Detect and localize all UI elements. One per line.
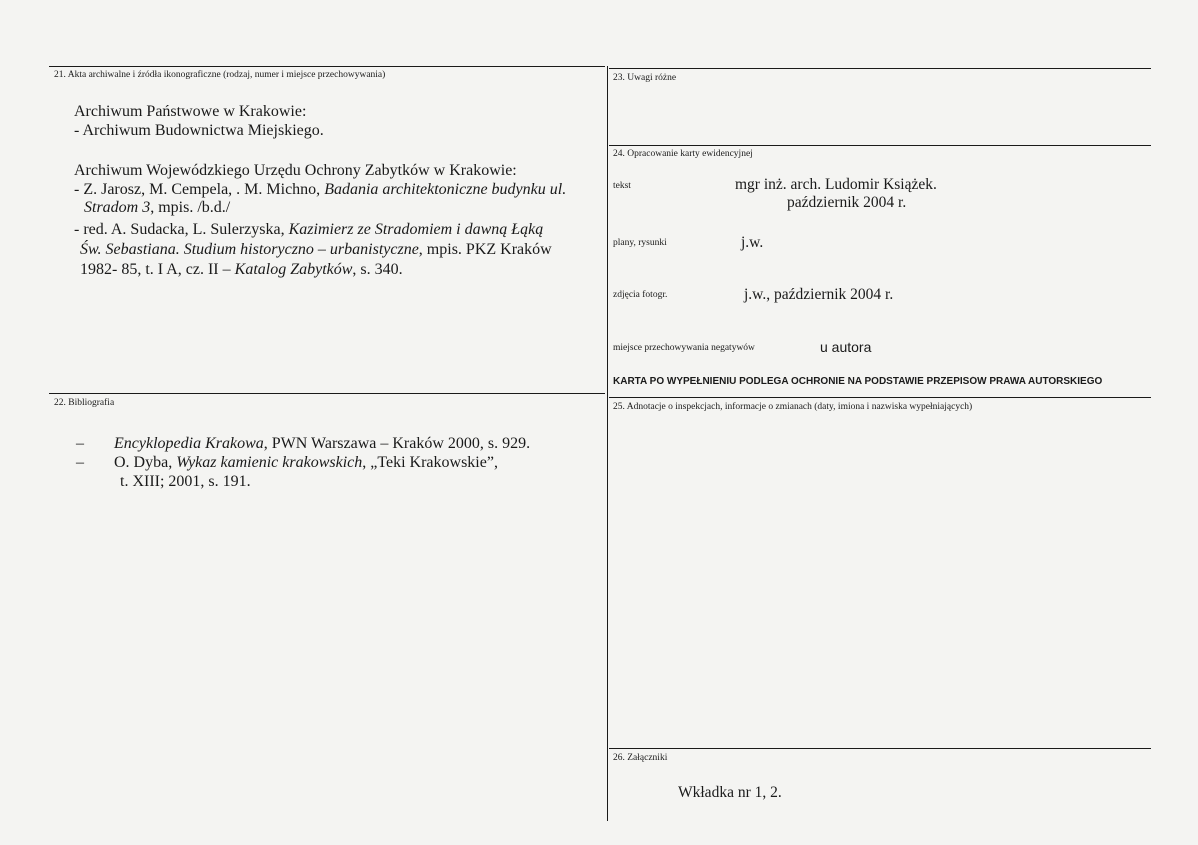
entry-1-title-cont: Stradom 3 (84, 199, 151, 216)
entry-1-authors: - Z. Jarosz, M. Cempela, . M. Michno, (74, 181, 325, 198)
tekst-label: tekst (613, 181, 631, 191)
bib-rest: , „Teki Krakowskie”, (362, 454, 498, 471)
entry-1-rest: , mpis. /b.d./ (150, 199, 231, 216)
section-24-header: 24. Opracowanie karty ewidencyjnej (613, 149, 753, 159)
center-divider (607, 66, 608, 821)
archive-2-name: Archiwum Wojewódzkiego Urzędu Ochrony Zabytków w Krakowie: (74, 162, 517, 179)
entry-2-rest: , mpis. PKZ Kraków (418, 241, 552, 258)
bibliography-item (76, 434, 530, 453)
bib-title: Encyklopedia Krakowa (114, 435, 264, 452)
entry-1-title: Badania architektoniczne budynku ul. (324, 181, 567, 198)
entry-2-pages: , s. 340. (352, 261, 403, 278)
attachments-value: Wkładka nr 1, 2. (678, 784, 782, 801)
section-22-header: 22. Bibliografia (54, 398, 115, 408)
bib-rest-cont: t. XIII; 2001, s. 191. (120, 473, 251, 490)
archive-1-name: Archiwum Państwowe w Krakowie: (74, 103, 307, 120)
section-26-header: 26. Załączniki (613, 753, 668, 763)
divider-23-24 (609, 145, 1151, 146)
copyright-notice: KARTA PO WYPEŁNIENIU PODLEGA OCHRONIE NA PODSTAWIE PRZEPISÓW PRAWA AUTORSKIEGO (613, 376, 1103, 387)
plany-value: j.w. (741, 234, 764, 251)
divider-24-25 (609, 397, 1151, 398)
entry-2-authors: - red. A. Sudacka, L. Sulerzyska, (74, 221, 289, 238)
bib-rest: , PWN Warszawa – Kraków 2000, s. 929. (263, 435, 531, 452)
top-border-left (49, 66, 605, 67)
archive-entry-1-line-1 (74, 180, 566, 199)
entry-2-title: Kazimierz ze Stradomiem i dawną Łąką (288, 221, 544, 238)
zdjecia-value: j.w., październik 2004 r. (744, 286, 894, 303)
entry-2-title-cont: Św. Sebastiana. Studium historyczno – urbanistyczne (80, 241, 419, 258)
divider-25-26 (609, 748, 1151, 749)
zdjecia-label: zdjęcia fotogr. (613, 290, 668, 300)
archive-entry-2-line-3 (80, 260, 403, 279)
plany-label: plany, rysunki (613, 238, 667, 248)
archive-entry-2-line-2 (80, 240, 552, 259)
list-dash: – (76, 454, 84, 471)
bibliography-list (76, 434, 530, 491)
section-21-header: 21. Akta archiwalne i źródła ikonograficzne (rodzaj, numer i miejsce przechowywania) (54, 70, 386, 80)
divider-21-22 (49, 393, 605, 394)
archive-entry-2-line-1 (74, 220, 543, 239)
entry-2-catalog: Katalog Zabytków (234, 261, 353, 278)
bib-author: O. Dyba, (114, 454, 177, 471)
bibliography-item (76, 453, 530, 472)
section-23-header: 23. Uwagi różne (613, 73, 677, 83)
tekst-date: październik 2004 r. (787, 194, 907, 211)
entry-2-rest-cont: 1982- 85, t. I A, cz. II – (80, 261, 235, 278)
bib-title: Wykaz kamienic krakowskich (176, 454, 363, 471)
bibliography-item-continuation (76, 472, 530, 491)
top-border-right (609, 68, 1151, 69)
archive-entry-1-line-2 (84, 198, 230, 217)
section-25-header: 25. Adnotacje o inspekcjach, informacje o zmianach (daty, imiona i nazwiska wypełniających) (613, 402, 973, 412)
list-dash: – (76, 435, 84, 452)
negatywy-value: u autora (820, 339, 872, 355)
tekst-value: mgr inż. arch. Ludomir Książek. (735, 176, 937, 193)
negatywy-label: miejsce przechowywania negatywów (613, 343, 755, 353)
archive-1-item: - Archiwum Budownictwa Miejskiego. (74, 122, 324, 139)
